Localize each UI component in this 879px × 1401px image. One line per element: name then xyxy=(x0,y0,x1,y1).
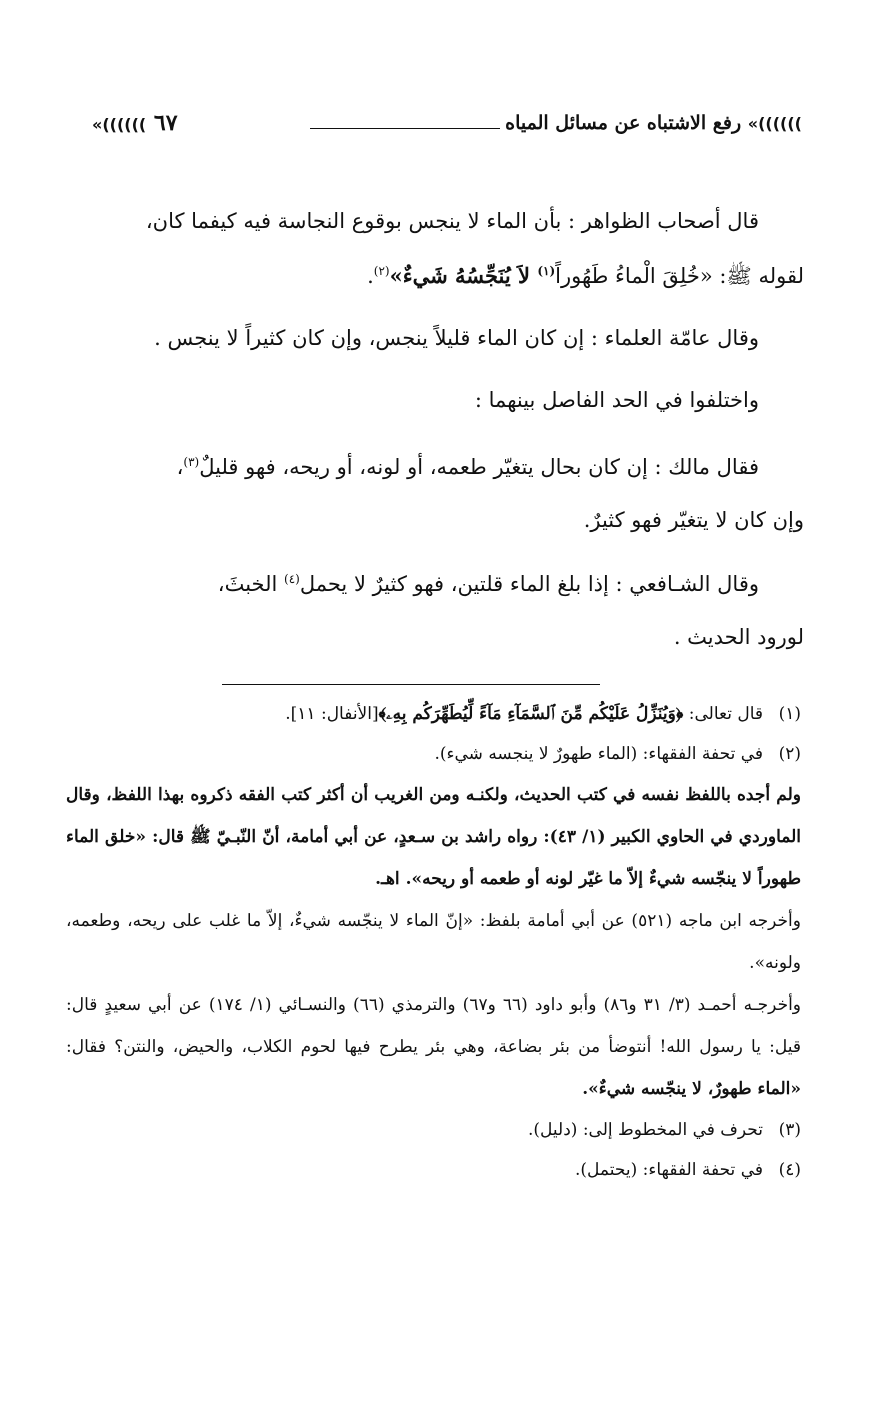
footnote-1: (١)قال تعالى: ﴿وَيُنَزِّلُ عَلَيْكُم مِّنَ ٱلسَّمَآءِ مَآءً لِّيُطَهِّرَكُم بِهِۦ﴾[الأنفال: ١١]. xyxy=(66,694,801,734)
paragraph-shafii-line2: لورود الحديث . xyxy=(673,625,804,649)
footnote-number: (١) xyxy=(778,704,801,724)
footnote-number: (٤) xyxy=(778,1160,801,1180)
paragraph-disagreement: واختلفوا في الحد الفاصل بينهما : xyxy=(474,388,759,412)
running-header xyxy=(92,106,802,146)
footnote-4: (٤)في تحفة الفقهاء: (يحتمل). xyxy=(66,1150,801,1190)
footnote-2: (٢)في تحفة الفقهاء: (الماء طهورٌ لا ينجسه شيء). xyxy=(66,734,801,774)
paragraph-majority: وقال عامّة العلماء : إن كان الماء قليلاً ينجس، وإن كان كثيراً لا ينجس . xyxy=(154,326,759,350)
page-number-group xyxy=(92,110,178,136)
quran-verse: ﴿وَيُنَزِّلُ عَلَيْكُم مِّنَ ٱلسَّمَآءِ مَآءً لِّيُطَهِّرَكُم بِهِۦ﴾ xyxy=(378,704,684,724)
footnote-ref-3[interactable]: (٣) xyxy=(183,455,200,469)
footnote-separator xyxy=(222,684,600,685)
footnote-2-ibn-majah: وأخرجه ابن ماجه (٥٢١) عن أبي أمامة بلفظ: «إنّ الماء لا ينجّسه شيءٌ، إلاّ ما غلب على ريحه، وطعمه، ولونه». xyxy=(66,911,801,973)
paragraph-shafii-line1: وقال الشـافعي : إذا بلغ الماء قلتين، فهو كثيرٌ لا يحمل$^{(٤)}$ الخبثَ، xyxy=(217,572,759,596)
header-ornament-left: «(((((( xyxy=(92,115,147,134)
verse-reference: [الأنفال: ١١]. xyxy=(285,704,379,724)
paragraph-zahiriyya-line1: قال أصحاب الظواهر : بأن الماء لا ينجس بوقوع النجاسة فيه كيفما كان، xyxy=(145,209,759,233)
paragraph-malik-line2: وإن كان لا يتغيّر فهو كثيرٌ. xyxy=(583,508,804,532)
main-text xyxy=(68,190,804,665)
paragraph-zahiriyya-line2: لقوله ﷺ: «خُلِقَ الْماءُ طَهُوراً$^{(١)}$ لاَ يُنَجِّسُهُ شَيءٌ»$^{(٢)}$. xyxy=(367,263,804,288)
header-rule xyxy=(310,128,500,129)
footnote-ref-2[interactable]: (٢) xyxy=(373,264,390,278)
footnote-number: (٢) xyxy=(778,744,801,764)
footnotes xyxy=(66,694,801,1190)
running-title-group xyxy=(505,112,802,134)
footnote-2-ahmad: وأخرجـه أحمـد (٣/ ٣١ و٨٦) وأبو داود (٦٦ و٦٧) والترمذي (٦٦) والنسـائي (١/ ١٧٤) عن أبي سعيدٍ قال: قيل: يا رسول الله! أنتوضأ من بئر بضاعة، وهي بئر يطرح فيها لحوم الكلاب، والحيض، والنتن؟ فقال: «الماء طهورٌ، لا ينجّسه شيءٌ». xyxy=(66,995,802,1099)
page-number: ٦٧ xyxy=(153,110,178,136)
header-ornament-right: ))))))» xyxy=(747,114,802,133)
footnote-2-commentary: ولم أجده باللفظ نفسه في كتب الحديث، ولكنـه ومن الغريب أن أكثر كتب الفقه ذكروه بهذا اللفظ، وقال الماوردي في الحاوي الكبير (١/ ٤٣): رواه راشد بن سـعدٍ، عن أبي أمامة، أنّ النّبـيّ ﷺ قال: «خلق الماء طهوراً لا ينجّسه شيءٌ إلاّ ما غيّر لونه أو طعمه أو ريحه». اهـ. xyxy=(66,785,801,889)
footnote-ref-1[interactable]: (١) xyxy=(537,264,556,278)
paragraph-malik-line1: فقال مالك : إن كان بحال يتغيّر طعمه، أو لونه، أو ريحه، فهو قليلٌ$^{(٣)}$، xyxy=(176,455,759,479)
footnote-ref-4[interactable]: (٤) xyxy=(284,572,300,586)
running-title: رفع الاشتباه عن مسائل المياه xyxy=(505,112,742,134)
footnote-number: (٣) xyxy=(778,1120,801,1140)
footnote-3: (٣)تحرف في المخطوط إلى: (دليل). xyxy=(66,1110,801,1150)
